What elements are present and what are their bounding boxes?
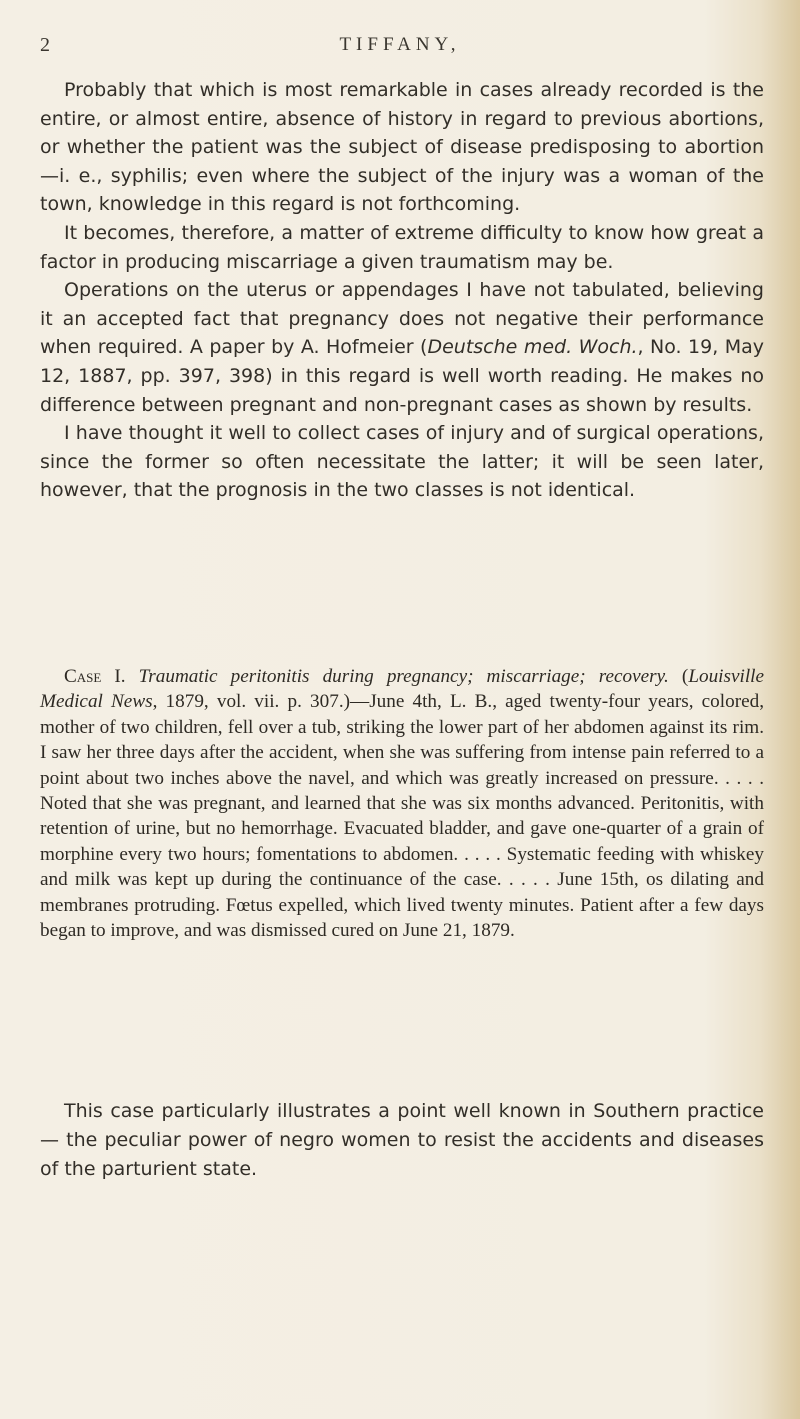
page-number: 2 [40, 34, 50, 56]
case-report [40, 664, 764, 943]
paragraph-traumatism-factor: It becomes, therefore, a matter of extreme difficulty to know how great a factor in producing miscarriage a given traumatism may be. [40, 221, 764, 273]
operations-text-start: Operations on the uterus or appendages I have not tabulated, believing it an accepted fact that pregnancy does not negative their performance when required. A paper by A. Hofmeier ( [40, 279, 764, 359]
paragraph-history-absence: Probably that which is most remarkable in cases already recorded is the entire, or almost entire, absence of history in regard to previous abortions, or whether the patient was the subject of disease predisposing to abortion—i. e., syphilis; even where the subject of the injury was a woman of the town, knowledge in this regard is not forthcoming. [40, 79, 764, 216]
page-header [0, 34, 800, 68]
closing-paragraph: This case particularly illustrates a point well known in Southern practice — the peculiar power of negro women to resist the accidents and diseases of the parturient state. [40, 1100, 764, 1180]
running-head: TIFFANY, [339, 34, 461, 55]
operations-text-end: , No. 19, May 12, 1887, pp. 397, 398) in this regard is well worth reading. He makes no difference between pregnant and non-pregnant cases as shown by results. [40, 336, 764, 416]
main-text [40, 76, 764, 505]
paragraph-collect-cases: I have thought it well to collect cases of injury and of surgical operations, since the former so often necessitate the latter; it will be seen later, however, that the prognosis in the two classes is not identical. [40, 422, 764, 502]
case-label: Case I. [64, 666, 126, 687]
case-title: Traumatic peritonitis during pregnancy; miscarriage; recovery. [138, 666, 669, 687]
case-source: Louisville Medical News [40, 666, 764, 713]
paragraph-operations [40, 276, 764, 419]
case-details: , 1879, vol. vii. p. 307.)—June 4th, L. B., aged twenty-four years, colored, mother of two children, fell over a tub, striking the lower part of her abdomen against its rim. I saw her three days after the accident, when she was suffering from intense pain referred to a point about two inches above the navel, and which was greatly increased on pressure. . . . . Noted that she was pregnant, and learned that she was six months advanced. Peritonitis, with retention of urine, but no hemorrhage. Evacuated bladder, and gave one-quarter of a grain of morphine every two hours; fomentations to abdomen. . . . . Systematic feeding with whiskey and milk was kept up during the continuance of the case. . . . . June 15th, os dilating and membranes protruding. Fœtus expelled, which lived twenty minutes. Patient after a few days began to improve, and was dismissed cured on June 21, 1879. [40, 691, 764, 942]
case-paragraph: Case I. Traumatic peritonitis during pregnancy; miscarriage; recovery. (Louisville Medical News, 1879, vol. vii. p. 307.)—June 4th, L. B., aged twenty-four years, colored, mother of two children, fell over a tub, striking the lower part of her abdomen against its rim. I saw her three days after the accident, when she was suffering from intense pain referred to a point about two inches above the navel, and which was greatly increased on pressure. . . . . Noted that she was pregnant, and learned that she was six months advanced. Peritonitis, with retention of urine, but no hemorrhage. Evacuated bladder, and gave one-quarter of a grain of morphine every two hours; fomentations to abdomen. . . . . Systematic feeding with whiskey and milk was kept up during the continuance of the case. . . . . June 15th, os dilating and membranes protruding. Fœtus expelled, which lived twenty minutes. Patient after a few days began to improve, and was dismissed cured on June 21, 1879. [40, 666, 764, 942]
journal-citation: Deutsche med. Woch. [427, 336, 638, 359]
closing-section [40, 1097, 764, 1183]
